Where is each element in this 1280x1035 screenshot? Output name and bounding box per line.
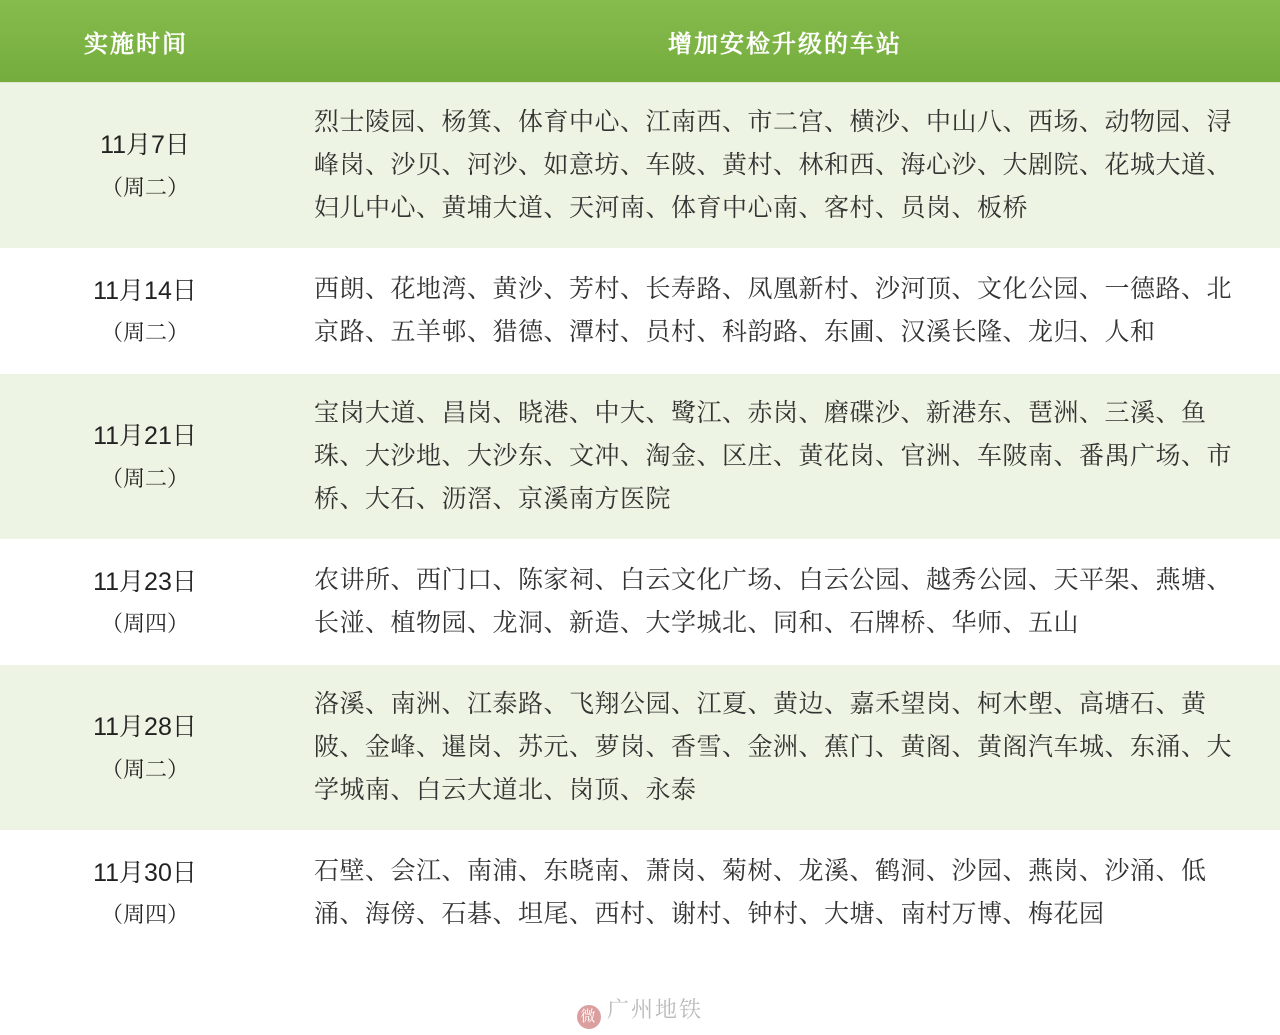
table-row [0, 831, 1280, 954]
weibo-logo-icon: 微 [577, 1005, 601, 1029]
table-row [0, 249, 1280, 373]
weekday-text: （周二） [100, 756, 189, 782]
weekday-text: （周二） [100, 174, 189, 200]
cell-date [0, 249, 290, 373]
date-text: 11月7日 [100, 131, 190, 160]
cell-stations: 烈士陵园、杨箕、体育中心、江南西、市二宫、横沙、中山八、西场、动物园、浔峰岗、沙贝、河沙、如意坊、车陂、黄村、林和西、海心沙、大剧院、花城大道、妇儿中心、黄埔大道、天河南、体育中心南、客村、员岗、板桥 [290, 83, 1280, 250]
cell-stations: 农讲所、西门口、陈家祠、白云文化广场、白云公园、越秀公园、天平架、燕塘、长湴、植物园、龙洞、新造、大学城北、同和、石牌桥、华师、五山 [290, 540, 1280, 664]
weekday-text: （周四） [100, 611, 189, 637]
date-text: 11月14日 [93, 276, 197, 305]
date-text: 11月21日 [93, 422, 197, 451]
header-upgraded-stations: 增加安检升级的车站 [668, 30, 902, 58]
cell-date [0, 373, 290, 540]
cell-date [0, 83, 290, 250]
weekday-text: （周二） [100, 465, 189, 491]
table-row [0, 664, 1280, 831]
cell-stations: 西朗、花地湾、黄沙、芳村、长寿路、凤凰新村、沙河顶、文化公园、一德路、北京路、五羊邨、猎德、潭村、员村、科韵路、东圃、汉溪长隆、龙归、人和 [290, 249, 1280, 373]
cell-date [0, 540, 290, 664]
cell-date [0, 831, 290, 954]
cell-stations: 石壁、会江、南浦、东晓南、萧岗、菊树、龙溪、鹤洞、沙园、燕岗、沙涌、低涌、海傍、石碁、坦尾、西村、谢村、钟村、大塘、南村万博、梅花园 [290, 831, 1280, 954]
table-head [0, 0, 1280, 83]
table-header-row [0, 0, 1280, 83]
date-text: 11月23日 [93, 567, 197, 596]
header-implementation-date: 实施时间 [84, 30, 188, 58]
cell-stations: 宝岗大道、昌岗、晓港、中大、鹭江、赤岗、磨碟沙、新港东、琶洲、三溪、鱼珠、大沙地、大沙东、文冲、淘金、区庄、黄花岗、官洲、车陂南、番禺广场、市桥、大石、沥滘、京溪南方医院 [290, 373, 1280, 540]
date-text: 11月30日 [93, 858, 197, 887]
table-row [0, 83, 1280, 250]
watermark-text: 广州地铁 [606, 997, 703, 1022]
table-row [0, 373, 1280, 540]
weekday-text: （周二） [100, 320, 189, 346]
cell-date [0, 664, 290, 831]
table-row [0, 540, 1280, 664]
cell-stations: 洛溪、南洲、江泰路、飞翔公园、江夏、黄边、嘉禾望岗、柯木塱、高塘石、黄陂、金峰、暹岗、苏元、萝岗、香雪、金洲、蕉门、黄阁、黄阁汽车城、东涌、大学城南、白云大道北、岗顶、永泰 [290, 664, 1280, 831]
weekday-text: （周四） [100, 902, 189, 928]
table-body [0, 83, 1280, 955]
watermark [0, 993, 1280, 1029]
date-text: 11月28日 [93, 713, 197, 742]
